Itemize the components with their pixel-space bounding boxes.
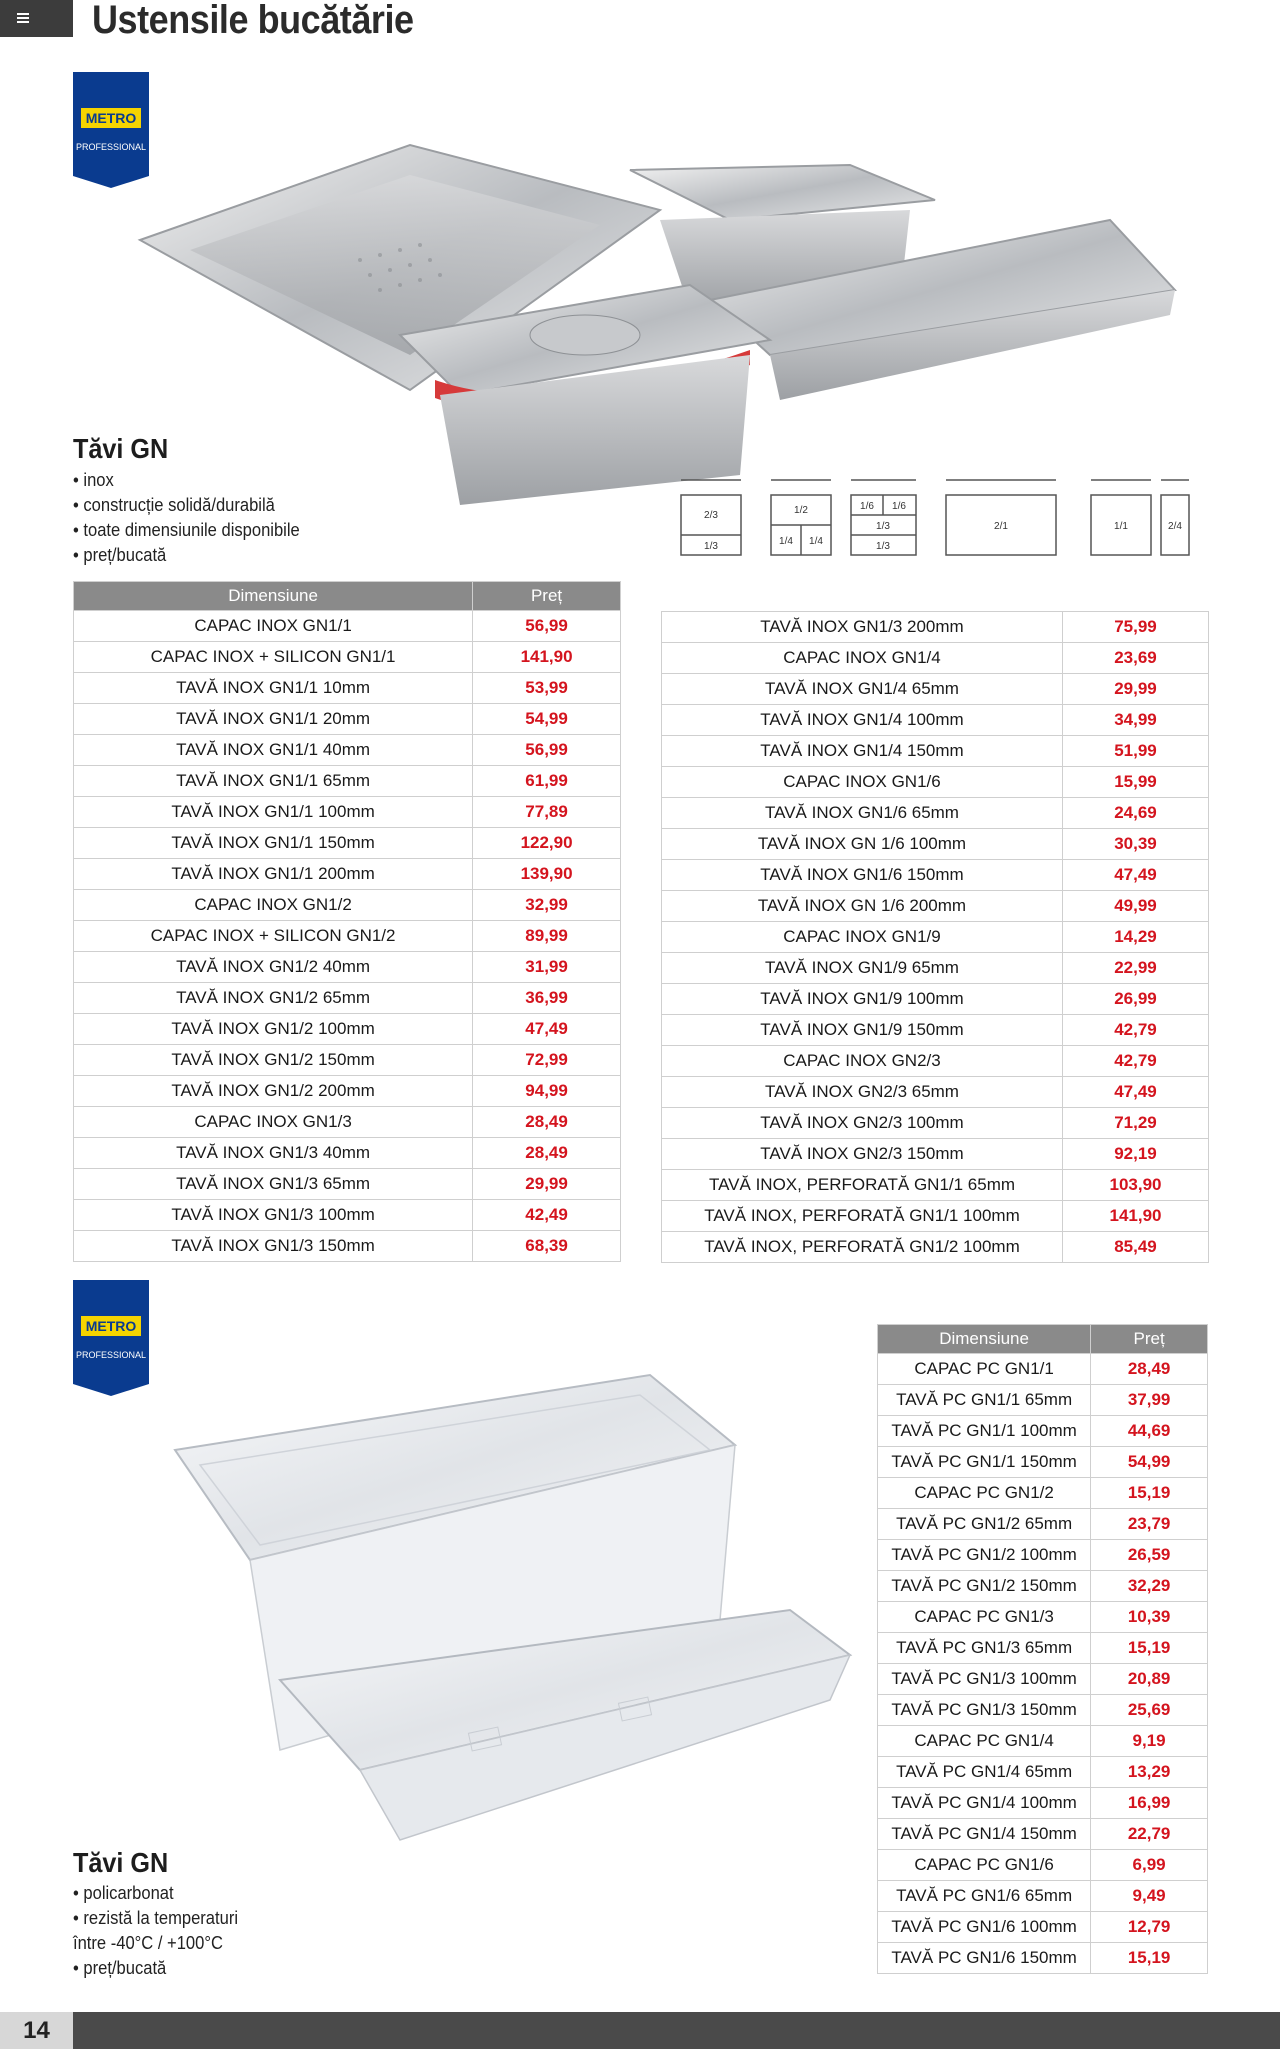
feature-item: • policarbonat [73,1883,174,1903]
diagram-label: 1/4 [779,536,793,547]
product-price: 30,39 [1063,829,1209,860]
product-name: TAVĂ INOX GN1/3 40mm [74,1138,473,1169]
column-header-dimension: Dimensiune [74,582,473,611]
page-number: 14 [0,2012,73,2049]
product-price: 42,79 [1063,1015,1209,1046]
product-price: 22,79 [1091,1819,1208,1850]
product-price: 122,90 [473,828,621,859]
table-row [878,1912,1208,1943]
product-name: TAVĂ INOX GN1/1 150mm [74,828,473,859]
diagram-label: 2/3 [704,510,718,521]
product-price: 85,49 [1063,1232,1209,1263]
product-name: TAVĂ INOX GN2/3 150mm [662,1139,1063,1170]
gn-size-diagram [661,470,1209,590]
product-price: 32,29 [1091,1571,1208,1602]
product-name: TAVĂ INOX GN1/3 150mm [74,1231,473,1262]
product-price: 25,69 [1091,1695,1208,1726]
feature-item: • toate dimensiunile disponibile [73,520,300,540]
product-name: TAVĂ INOX GN1/1 10mm [74,673,473,704]
product-price: 61,99 [473,766,621,797]
table-row [662,798,1209,829]
table-row [74,735,621,766]
product-name: TAVĂ INOX GN1/1 20mm [74,704,473,735]
table-row [74,1169,621,1200]
product-name: TAVĂ INOX GN1/4 150mm [662,736,1063,767]
feature-item: • preț/bucată [73,1958,167,1978]
polycarbonate-gn-trays-photo [170,1370,860,1850]
product-price: 77,89 [473,797,621,828]
table-row [878,1602,1208,1633]
product-name: TAVĂ INOX GN1/3 200mm [662,612,1063,643]
product-name: TAVĂ INOX GN1/4 65mm [662,674,1063,705]
product-name: CAPAC INOX GN1/6 [662,767,1063,798]
product-name: TAVĂ PC GN1/1 150mm [878,1447,1091,1478]
product-name: CAPAC INOX + SILICON GN1/1 [74,642,473,673]
feature-item: între -40°C / +100°C [73,1933,223,1953]
table-row [662,829,1209,860]
product-price: 6,99 [1091,1850,1208,1881]
product-name: TAVĂ PC GN1/3 150mm [878,1695,1091,1726]
product-name: TAVĂ INOX GN1/9 65mm [662,953,1063,984]
table-row [662,736,1209,767]
table-row [878,1571,1208,1602]
product-name: TAVĂ INOX, PERFORATĂ GN1/2 100mm [662,1232,1063,1263]
product-name: TAVĂ PC GN1/6 150mm [878,1943,1091,1974]
table-row [662,922,1209,953]
product-name: TAVĂ INOX GN1/1 40mm [74,735,473,766]
logo-brand: METRO [81,108,141,128]
product-name: CAPAC PC GN1/1 [878,1354,1091,1385]
product-price: 24,69 [1063,798,1209,829]
table-row [74,611,621,642]
product-name: TAVĂ INOX GN 1/6 100mm [662,829,1063,860]
product-price: 28,49 [1091,1354,1208,1385]
table-row [878,1385,1208,1416]
table-row [662,1077,1209,1108]
product-price: 9,49 [1091,1881,1208,1912]
product-name: TAVĂ PC GN1/1 100mm [878,1416,1091,1447]
product-price: 56,99 [473,735,621,766]
product-name: TAVĂ PC GN1/4 100mm [878,1788,1091,1819]
price-table-inox-right [661,611,1209,1263]
product-name: CAPAC PC GN1/6 [878,1850,1091,1881]
feature-item: • preț/bucată [73,545,167,565]
product-name: TAVĂ PC GN1/6 65mm [878,1881,1091,1912]
table-row [74,1045,621,1076]
product-name: TAVĂ INOX GN1/9 150mm [662,1015,1063,1046]
table-row [662,1046,1209,1077]
diagram-label: 1/1 [1114,521,1128,532]
product-price: 75,99 [1063,612,1209,643]
product-price: 47,49 [473,1014,621,1045]
product-price: 49,99 [1063,891,1209,922]
table-row [662,705,1209,736]
table-row [878,1726,1208,1757]
product-price: 89,99 [473,921,621,952]
table-row [74,1076,621,1107]
product-price: 16,99 [1091,1788,1208,1819]
product-price: 34,99 [1063,705,1209,736]
diagram-label: 1/6 [892,501,906,512]
price-table-polycarbonate [877,1324,1208,1974]
diagram-label: 2/1 [994,521,1008,532]
product-price: 44,69 [1091,1416,1208,1447]
table-row [74,921,621,952]
product-price: 28,49 [473,1107,621,1138]
table-row [662,674,1209,705]
features-inox [73,468,319,568]
product-price: 51,99 [1063,736,1209,767]
product-price: 9,19 [1091,1726,1208,1757]
table-row [878,1881,1208,1912]
product-name: TAVĂ INOX GN1/2 65mm [74,983,473,1014]
product-price: 32,99 [473,890,621,921]
product-name: CAPAC INOX + SILICON GN1/2 [74,921,473,952]
product-name: CAPAC PC GN1/4 [878,1726,1091,1757]
table-row [662,860,1209,891]
product-name: CAPAC PC GN1/3 [878,1602,1091,1633]
product-name: TAVĂ INOX GN 1/6 200mm [662,891,1063,922]
product-price: 42,79 [1063,1046,1209,1077]
product-price: 54,99 [473,704,621,735]
product-price: 14,29 [1063,922,1209,953]
table-row [74,1231,621,1262]
product-name: CAPAC INOX GN1/4 [662,643,1063,674]
table-row [74,1138,621,1169]
table-row [878,1540,1208,1571]
product-price: 29,99 [473,1169,621,1200]
product-price: 53,99 [473,673,621,704]
table-row [878,1416,1208,1447]
table-row [878,1788,1208,1819]
footer-bar [0,2012,1280,2049]
product-price: 31,99 [473,952,621,983]
product-name: TAVĂ PC GN1/4 150mm [878,1819,1091,1850]
diagram-label: 1/3 [876,541,890,552]
column-header-price: Preț [473,582,621,611]
table-row [74,673,621,704]
product-price: 10,39 [1091,1602,1208,1633]
table-row [662,1108,1209,1139]
product-price: 54,99 [1091,1447,1208,1478]
menu-icon[interactable] [17,13,29,23]
table-row [662,1015,1209,1046]
product-name: TAVĂ INOX GN1/6 150mm [662,860,1063,891]
table-row [878,1354,1208,1385]
table-row [74,642,621,673]
table-row [878,1664,1208,1695]
product-name: TAVĂ INOX, PERFORATĂ GN1/1 65mm [662,1170,1063,1201]
product-name: TAVĂ INOX GN1/2 100mm [74,1014,473,1045]
table-row [74,1200,621,1231]
product-price: 26,99 [1063,984,1209,1015]
logo-brand: METRO [81,1316,141,1336]
product-name: TAVĂ INOX GN1/1 65mm [74,766,473,797]
price-table-inox-left [73,581,621,1262]
table-row [878,1850,1208,1881]
column-header-price: Preț [1091,1325,1208,1354]
product-price: 28,49 [473,1138,621,1169]
metro-professional-logo [73,1280,149,1384]
table-row [878,1509,1208,1540]
product-price: 42,49 [473,1200,621,1231]
product-name: TAVĂ PC GN1/3 65mm [878,1633,1091,1664]
product-name: TAVĂ INOX GN1/2 40mm [74,952,473,983]
table-row [662,612,1209,643]
product-price: 103,90 [1063,1170,1209,1201]
table-row [878,1447,1208,1478]
page-title: Ustensile bucătărie [92,0,414,42]
product-price: 141,90 [473,642,621,673]
product-price: 47,49 [1063,860,1209,891]
table-row [878,1757,1208,1788]
table-row [74,704,621,735]
product-name: CAPAC PC GN1/2 [878,1478,1091,1509]
table-row [662,643,1209,674]
product-name: CAPAC INOX GN1/3 [74,1107,473,1138]
product-price: 29,99 [1063,674,1209,705]
product-name: TAVĂ PC GN1/2 150mm [878,1571,1091,1602]
product-name: TAVĂ INOX GN1/3 100mm [74,1200,473,1231]
product-name: TAVĂ INOX GN1/4 100mm [662,705,1063,736]
table-row [74,1014,621,1045]
product-price: 20,89 [1091,1664,1208,1695]
product-price: 56,99 [473,611,621,642]
table-row [74,828,621,859]
product-price: 92,19 [1063,1139,1209,1170]
product-price: 15,19 [1091,1943,1208,1974]
product-price: 15,19 [1091,1478,1208,1509]
table-row [662,1232,1209,1263]
product-name: TAVĂ INOX GN1/9 100mm [662,984,1063,1015]
product-price: 13,29 [1091,1757,1208,1788]
table-row [74,983,621,1014]
logo-sub: PROFESSIONAL [75,142,147,152]
product-price: 72,99 [473,1045,621,1076]
table-row [662,1201,1209,1232]
product-name: TAVĂ INOX GN2/3 100mm [662,1108,1063,1139]
product-name: TAVĂ INOX GN1/3 65mm [74,1169,473,1200]
product-name: TAVĂ PC GN1/6 100mm [878,1912,1091,1943]
table-row [662,891,1209,922]
diagram-label: 1/6 [860,501,874,512]
feature-item: • construcție solidă/durabilă [73,495,275,515]
product-price: 15,19 [1091,1633,1208,1664]
product-name: CAPAC INOX GN1/2 [74,890,473,921]
product-name: TAVĂ INOX GN2/3 65mm [662,1077,1063,1108]
features-polycarbonate [73,1881,252,1981]
product-name: TAVĂ INOX GN1/2 150mm [74,1045,473,1076]
stainless-gn-trays-photo [130,140,1180,520]
product-price: 68,39 [473,1231,621,1262]
section-title-inox: Tăvi GN [73,433,169,464]
diagram-label: 1/4 [809,536,823,547]
feature-item: • inox [73,470,114,490]
product-name: TAVĂ INOX GN1/2 200mm [74,1076,473,1107]
product-name: TAVĂ PC GN1/4 65mm [878,1757,1091,1788]
table-row [878,1695,1208,1726]
product-price: 141,90 [1063,1201,1209,1232]
product-name: CAPAC INOX GN1/1 [74,611,473,642]
product-name: TAVĂ PC GN1/2 65mm [878,1509,1091,1540]
product-name: TAVĂ PC GN1/2 100mm [878,1540,1091,1571]
table-row [662,984,1209,1015]
product-price: 23,69 [1063,643,1209,674]
section-title-polycarbonate: Tăvi GN [73,1847,169,1878]
product-price: 15,99 [1063,767,1209,798]
table-row [878,1943,1208,1974]
logo-sub: PROFESSIONAL [75,1350,147,1360]
product-name: CAPAC INOX GN2/3 [662,1046,1063,1077]
table-row [74,1107,621,1138]
table-row [662,1170,1209,1201]
table-row [878,1819,1208,1850]
table-row [74,952,621,983]
product-price: 22,99 [1063,953,1209,984]
product-price: 36,99 [473,983,621,1014]
product-name: TAVĂ PC GN1/1 65mm [878,1385,1091,1416]
product-price: 23,79 [1091,1509,1208,1540]
table-row [662,953,1209,984]
product-name: CAPAC INOX GN1/9 [662,922,1063,953]
diagram-label: 1/2 [794,505,808,516]
table-row [878,1633,1208,1664]
product-price: 12,79 [1091,1912,1208,1943]
table-row [74,766,621,797]
table-header-row [74,582,621,611]
product-price: 47,49 [1063,1077,1209,1108]
product-name: TAVĂ PC GN1/3 100mm [878,1664,1091,1695]
table-row [74,859,621,890]
column-header-dimension: Dimensiune [878,1325,1091,1354]
header-tab [0,0,73,37]
product-price: 37,99 [1091,1385,1208,1416]
table-header-row [878,1325,1208,1354]
table-row [74,797,621,828]
table-row [662,767,1209,798]
product-price: 139,90 [473,859,621,890]
table-row [74,890,621,921]
product-name: TAVĂ INOX, PERFORATĂ GN1/1 100mm [662,1201,1063,1232]
diagram-label: 1/3 [876,521,890,532]
diagram-label: 1/3 [704,541,718,552]
product-price: 71,29 [1063,1108,1209,1139]
feature-item: • rezistă la temperaturi [73,1908,239,1928]
table-row [878,1478,1208,1509]
diagram-label: 2/4 [1168,521,1182,532]
product-price: 94,99 [473,1076,621,1107]
table-row [662,1139,1209,1170]
product-name: TAVĂ INOX GN1/1 200mm [74,859,473,890]
product-price: 26,59 [1091,1540,1208,1571]
product-name: TAVĂ INOX GN1/6 65mm [662,798,1063,829]
product-name: TAVĂ INOX GN1/1 100mm [74,797,473,828]
